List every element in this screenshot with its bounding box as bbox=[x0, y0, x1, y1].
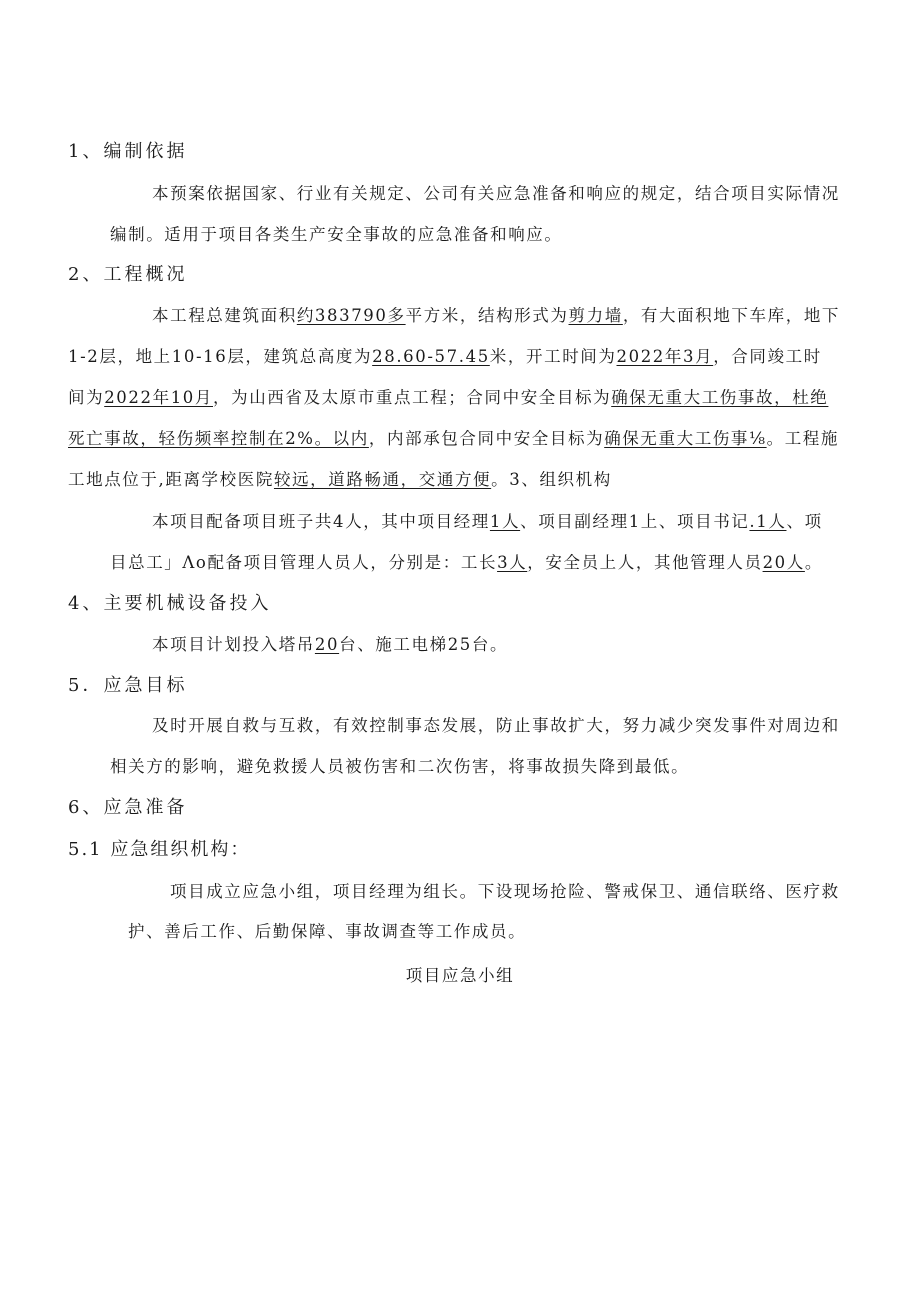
paragraph-basis-line-1: 本预案依据国家、行业有关规定、公司有关应急准备和响应的规定，结合项目实际情况 bbox=[152, 184, 840, 203]
completion-date-value: 2022年10月 bbox=[104, 388, 213, 407]
heading-compilation-basis: 1、编制依据 bbox=[68, 141, 188, 162]
emergency-group-caption: 项目应急小组 bbox=[405, 966, 515, 985]
preparation-line-1: 项目成立应急小组，项目经理为组长。下设现场抢险、警戒保卫、通信联络、医疗救 bbox=[170, 882, 840, 901]
subheading-emergency-organization: 5.1 应急组织机构： bbox=[68, 839, 251, 860]
building-height-value: 28.60-57.45 bbox=[372, 347, 490, 366]
overview-line-5: 工地点位于,距离学校医院较远，道路畅通，交通方便。3、组织机构 bbox=[68, 470, 612, 489]
heading-organization: 。3、组织机构 bbox=[491, 470, 612, 489]
objectives-line-1: 及时开展自救与互救，有效控制事态发展，防止事故扩大，努力减少突发事件对周边和 bbox=[152, 716, 840, 735]
overview-line-2: 1-2层，地上10-16层，建筑总高度为28.60-57.45米，开工时间为2022年3月，合同竣工时 bbox=[68, 347, 822, 366]
site-location-value: 较远，道路畅通，交通方便 bbox=[273, 470, 492, 489]
start-date-value: 2022年3月 bbox=[616, 347, 714, 366]
heading-emergency-objectives: 5．应急目标 bbox=[68, 675, 188, 696]
total-area-value: 约383790多 bbox=[296, 306, 406, 325]
other-managers-count: 20人 bbox=[762, 553, 805, 572]
safety-target-value: 确保无重大工伤事故，杜绝 bbox=[611, 388, 829, 407]
preparation-line-2: 护、善后工作、后勤保障、事故调查等工作成员。 bbox=[128, 922, 527, 941]
paragraph-basis-line-2: 编制。适用于项目各类生产安全事故的应急准备和响应。 bbox=[110, 225, 563, 244]
objectives-line-2: 相关方的影响，避免救援人员被伤害和二次伤害，将事故损失降到最低。 bbox=[110, 757, 690, 776]
organization-line-2: 目总工」Λo配备项目管理人员人，分别是：工长3人，安全员上人，其他管理人员20人。 bbox=[110, 553, 823, 572]
internal-safety-target-value: 确保无重大工伤事⅛ bbox=[604, 429, 767, 448]
heading-project-overview: 2、工程概况 bbox=[68, 264, 188, 285]
heading-emergency-preparation: 6、应急准备 bbox=[68, 797, 188, 818]
structure-type-value: 剪力墙 bbox=[568, 306, 623, 325]
foreman-count: 3人 bbox=[497, 553, 528, 572]
safety-target-continued: 死亡事故，轻伤频率控制在2%。以内 bbox=[68, 429, 369, 448]
project-secretary-count: .1人 bbox=[749, 512, 787, 531]
overview-line-3: 间为2022年10月，为山西省及太原市重点工程；合同中安全目标为确保无重大工伤事故，杜绝 bbox=[68, 388, 829, 407]
overview-line-1: 本工程总建筑面积约383790多平方米，结构形式为剪力墙，有大面积地下车库，地下 bbox=[152, 306, 841, 325]
tower-crane-count: 20 bbox=[314, 635, 340, 654]
equipment-line-1: 本项目计划投入塔吊20台、施工电梯25台。 bbox=[152, 635, 509, 654]
project-manager-count: 1人 bbox=[489, 512, 521, 531]
organization-line-1: 本项目配备项目班子共4人，其中项目经理1人、项目副经理1上、项目书记.1人、项 bbox=[152, 512, 823, 531]
heading-main-equipment: 4、主要机械设备投入 bbox=[68, 593, 272, 614]
overview-line-4: 死亡事故，轻伤频率控制在2%。以内，内部承包合同中安全目标为确保无重大工伤事⅛。工程施 bbox=[68, 429, 840, 448]
